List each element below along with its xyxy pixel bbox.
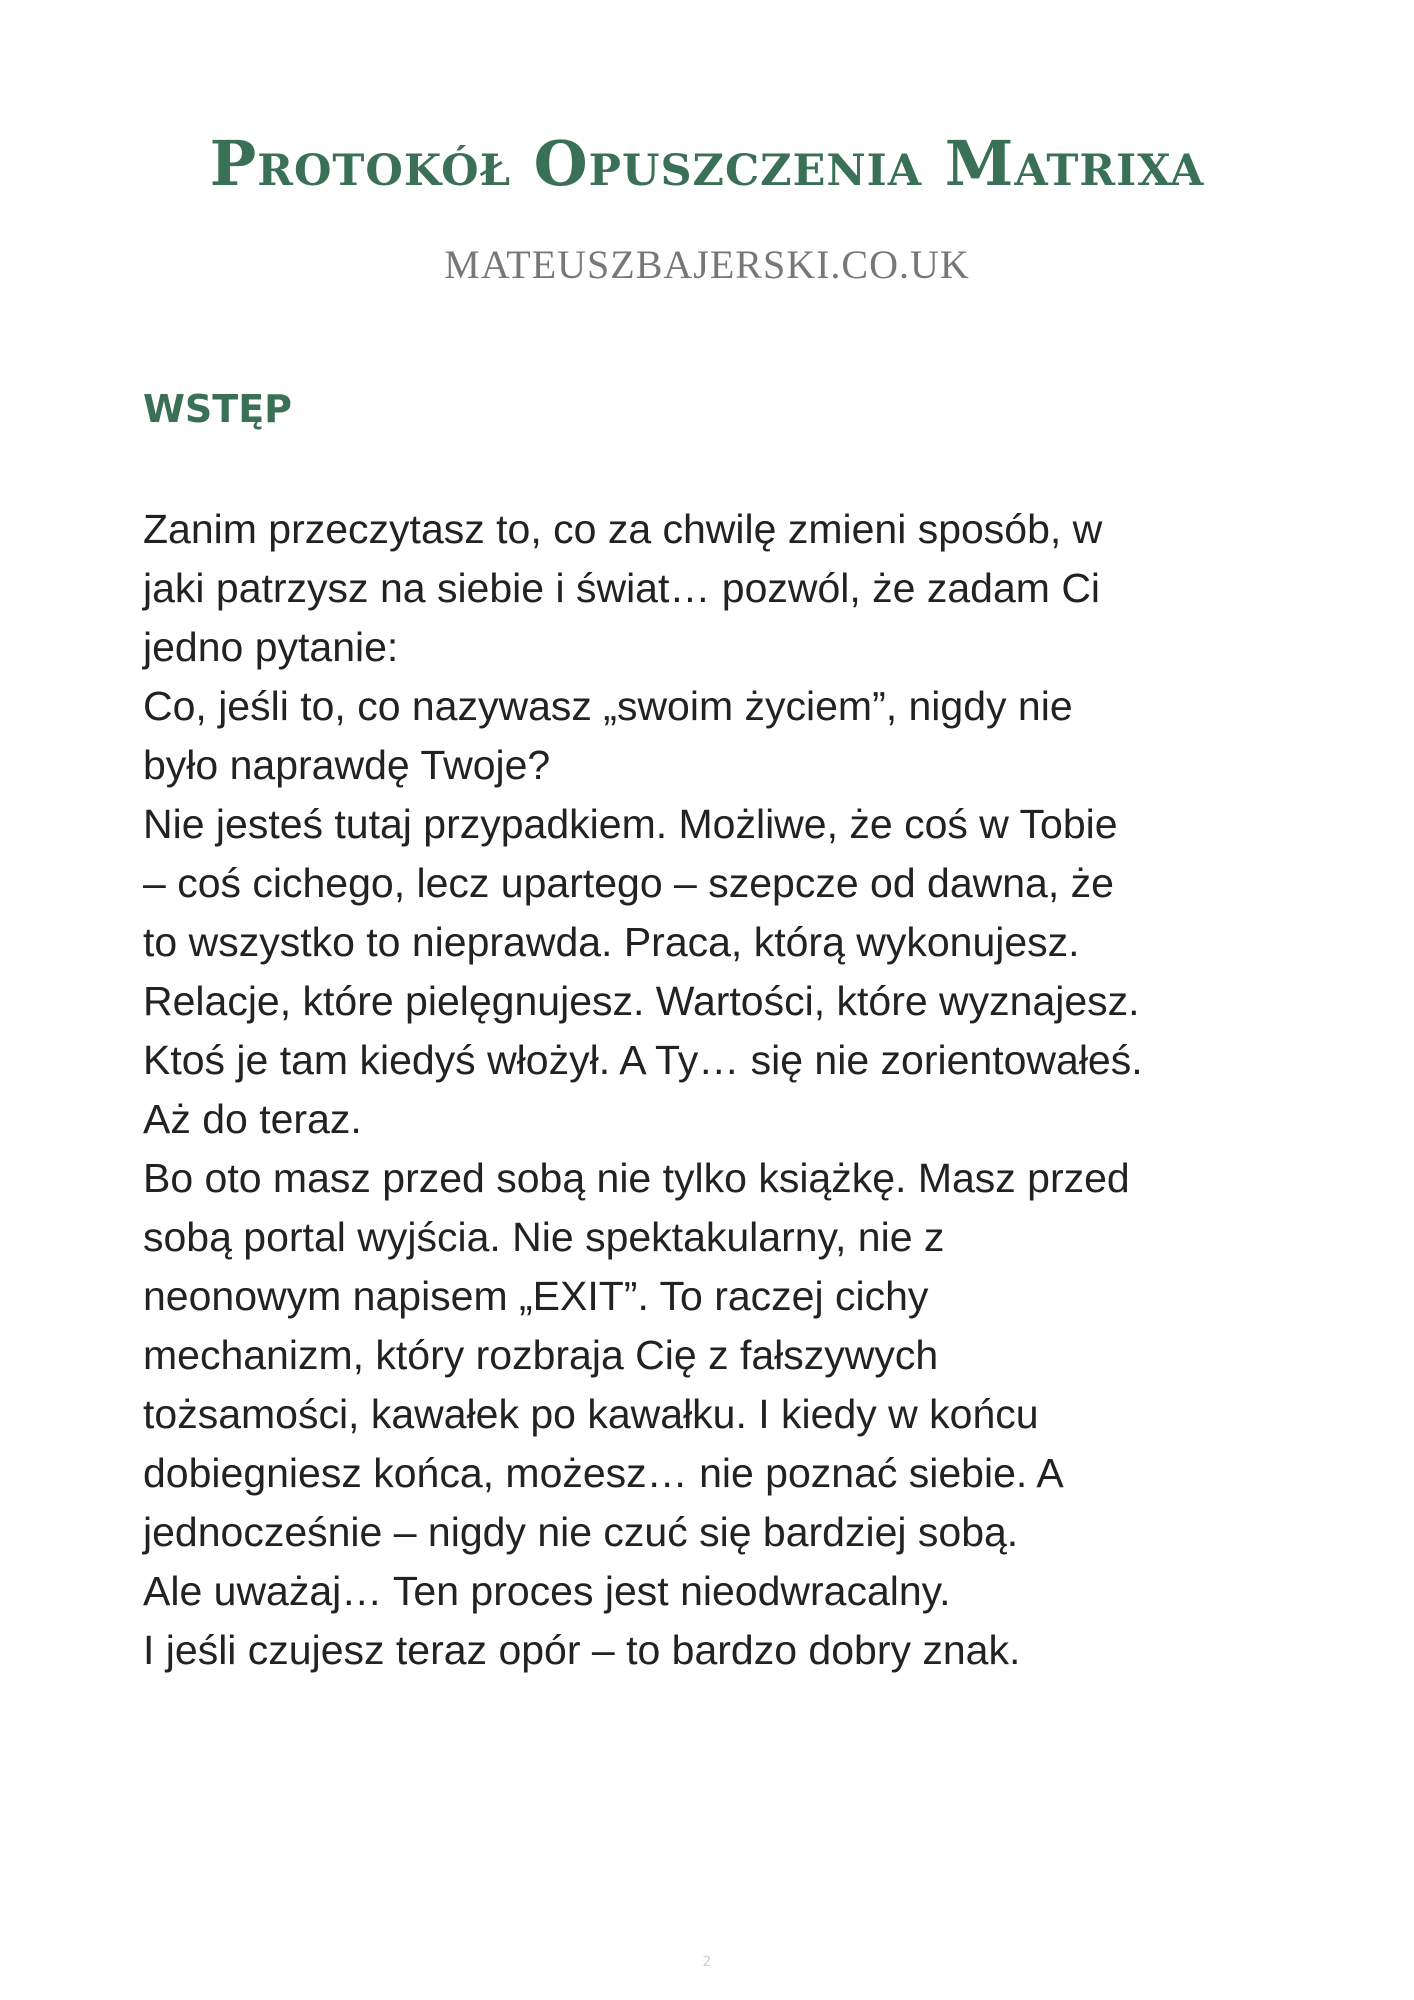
body-line: Ktoś je tam kiedyś włożył. A Ty… się nie zorientowałeś. (143, 1037, 1143, 1083)
body-line: – coś cichego, lecz upartego – szepcze od dawna, że (143, 860, 1114, 906)
body-line: Ale uważaj… Ten proces jest nieodwracalny. (143, 1568, 951, 1614)
body-line: tożsamości, kawałek po kawałku. I kiedy w końcu (143, 1391, 1039, 1437)
body-line: jedno pytanie: (143, 624, 399, 670)
body-line: Nie jesteś tutaj przypadkiem. Możliwe, że coś w Tobie (143, 801, 1118, 847)
body-line: neonowym napisem „EXIT”. To raczej cichy (143, 1273, 929, 1319)
body-text (143, 500, 1283, 1680)
page-number: 2 (702, 1954, 712, 1970)
body-line: jednocześnie – nigdy nie czuć się bardziej sobą. (143, 1509, 1019, 1555)
document-title: Protokół Opuszczenia Matrixa (209, 127, 1205, 200)
section-heading: WSTĘP (143, 387, 293, 431)
body-line: I jeśli czujesz teraz opór – to bardzo dobry znak. (143, 1627, 1021, 1673)
document-subtitle-website: MATEUSZBAJERSKI.CO.UK (444, 242, 970, 287)
body-line: dobiegniesz końca, możesz… nie poznać siebie. A (143, 1450, 1064, 1496)
body-line: było naprawdę Twoje? (143, 742, 551, 788)
body-line: Aż do teraz. (143, 1096, 362, 1142)
body-line: jaki patrzysz na siebie i świat… pozwól, że zadam Ci (143, 565, 1101, 611)
body-line: to wszystko to nieprawda. Praca, którą wykonujesz. (143, 919, 1080, 965)
body-line: Zanim przeczytasz to, co za chwilę zmieni sposób, w (143, 506, 1103, 552)
body-line: mechanizm, który rozbraja Cię z fałszywych (143, 1332, 939, 1378)
body-line: Bo oto masz przed sobą nie tylko książkę. Masz przed (143, 1155, 1130, 1201)
body-line: Co, jeśli to, co nazywasz „swoim życiem”, nigdy nie (143, 683, 1073, 729)
body-line: sobą portal wyjścia. Nie spektakularny, nie z (143, 1214, 945, 1260)
body-line: Relacje, które pielęgnujesz. Wartości, które wyznajesz. (143, 978, 1140, 1024)
